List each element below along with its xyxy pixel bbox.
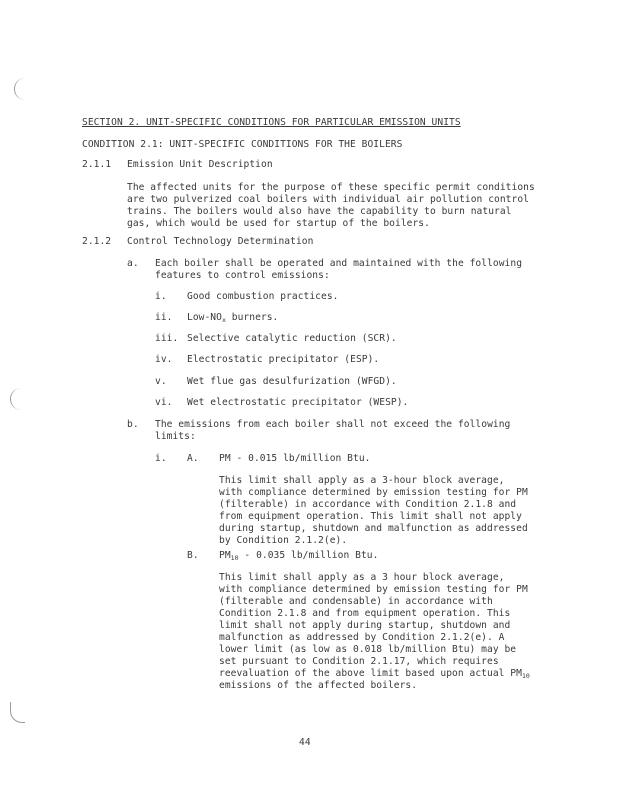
condition-heading: CONDITION 2.1: UNIT-SPECIFIC CONDITIONS FOR THE BOILERS (82, 139, 403, 150)
paragraph-line: during startup, shutdown and malfunction as addressed (219, 523, 528, 534)
paragraph-line: by Condition 2.1.2(e). (219, 535, 348, 546)
list-item-text: Selective catalytic reduction (SCR). (187, 333, 397, 344)
paragraph-line: (filterable and condensable) in accordance with (219, 596, 493, 607)
list-item-text: Wet electrostatic precipitator (WESP). (187, 397, 409, 408)
paragraph-line: The affected units for the purpose of these specific permit conditions (127, 182, 535, 193)
paragraph-line: Condition 2.1.8 and from equipment operation. This (219, 608, 511, 619)
paragraph-line: (filterable) in accordance with Condition 2.1.8 and (219, 499, 517, 510)
list-item-text: Good combustion practices. (187, 291, 339, 302)
margin-mark-top (14, 78, 29, 100)
list-item-label: i. (155, 291, 167, 302)
list-item-text: Electrostatic precipitator (ESP). (187, 354, 380, 365)
list-item-text: Wet flue gas desulfurization (WFGD). (187, 376, 397, 387)
paragraph-line: are two pulverized coal boilers with individual air pollution control (127, 194, 529, 205)
list-item-label: vi. (155, 397, 173, 408)
subsection-number-212: 2.1.2 (82, 236, 112, 247)
paragraph-line: The emissions from each boiler shall not exceed the following (155, 419, 511, 430)
section-heading: SECTION 2. UNIT-SPECIFIC CONDITIONS FOR PARTICULAR EMISSION UNITS (82, 117, 461, 128)
paragraph-line: with compliance determined by emission testing for PM (219, 584, 528, 595)
emission-limit-pm10: $PM_{10} - 0.035$ lb/million Btu. (219, 550, 379, 562)
paragraph-line: limits: (155, 431, 196, 442)
item-label-a: a. (127, 258, 139, 269)
list-item-label: i. (155, 453, 167, 464)
list-item-label: B. (187, 550, 199, 561)
paragraph-line: from equipment operation. This limit shall not apply (219, 511, 522, 522)
paragraph-line: limit shall not apply during startup, shutdown and (219, 620, 511, 631)
margin-mark-bottom (10, 702, 25, 723)
paragraph-line: features to control emissions: (155, 270, 330, 281)
paragraph-line: emissions of the affected boilers. (219, 680, 418, 691)
paragraph-line: gas, which would be used for startup of the boilers. (127, 218, 430, 229)
page-number: 44 (299, 737, 311, 748)
list-item-label: v. (155, 376, 167, 387)
margin-mark-middle (10, 388, 25, 410)
paragraph-line: reevaluation of the above limit based upon actual $PM_{10}$ (219, 668, 530, 680)
subsection-title-212: Control Technology Determination (127, 236, 314, 247)
item-label-b: b. (127, 419, 139, 430)
list-item-label: A. (187, 453, 199, 464)
paragraph-line: This limit shall apply as a 3-hour block average, (219, 475, 505, 486)
paragraph-line: This limit shall apply as a 3 hour block average, (219, 572, 505, 583)
paragraph-line: trains. The boilers would also have the capability to burn natural (127, 206, 512, 217)
paragraph-line: set pursuant to Condition 2.1.17, which requires (219, 656, 499, 667)
paragraph-line: lower limit (as low as 0.018 lb/million Btu) may be (219, 644, 517, 655)
subsection-title-211: Emission Unit Description (127, 159, 273, 170)
emission-limit-pm: PM - 0.015 lb/million Btu. (219, 453, 371, 464)
list-item-label: iv. (155, 354, 173, 365)
paragraph-line: malfunction as addressed by Condition 2.1.2(e). A (219, 632, 505, 643)
paragraph-line: with compliance determined by emission testing for PM (219, 487, 528, 498)
list-item-text: Low-$NO_x$ burners. (187, 312, 279, 324)
paragraph-line: Each boiler shall be operated and maintained with the following (155, 258, 523, 269)
list-item-label: iii. (155, 333, 179, 344)
subsection-number-211: 2.1.1 (82, 159, 112, 170)
list-item-label: ii. (155, 312, 173, 323)
